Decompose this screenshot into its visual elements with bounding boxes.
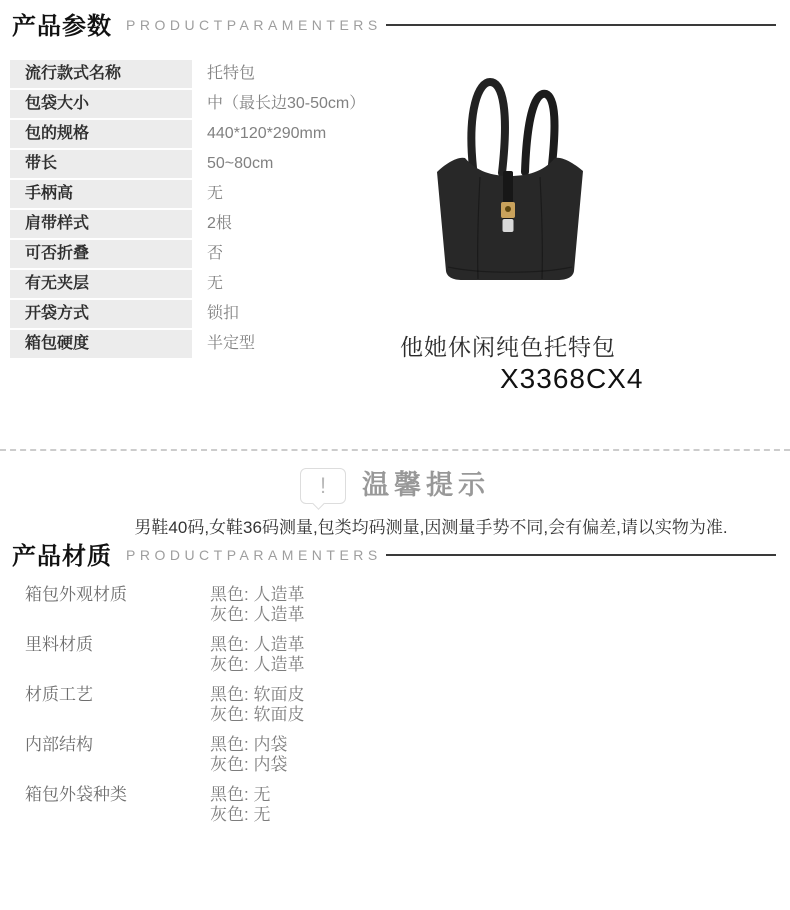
product-model: X3368CX4 bbox=[500, 363, 644, 394]
param-row bbox=[10, 180, 430, 210]
param-row bbox=[10, 300, 430, 330]
param-value: 50~80cm bbox=[207, 155, 274, 172]
param-label: 包袋大小 bbox=[10, 90, 192, 118]
material-values bbox=[210, 685, 304, 725]
param-label: 包的规格 bbox=[10, 120, 192, 148]
material-values bbox=[210, 735, 287, 775]
params-section-subtitle: PRODUCTPARAMENTERS bbox=[126, 16, 382, 33]
material-value-gray: 灰色: 人造革 bbox=[210, 655, 305, 674]
material-value-gray: 灰色: 软面皮 bbox=[210, 705, 305, 724]
param-row bbox=[10, 150, 430, 180]
exclamation-bubble-icon bbox=[300, 468, 346, 504]
param-value: 托特包 bbox=[207, 65, 256, 82]
material-value-black: 黑色: 软面皮 bbox=[210, 685, 305, 704]
param-label: 可否折叠 bbox=[10, 240, 192, 268]
material-value-black: 黑色: 人造革 bbox=[210, 635, 305, 654]
material-value-black: 黑色: 无 bbox=[210, 785, 271, 804]
params-section-header bbox=[12, 6, 776, 41]
material-row bbox=[25, 785, 445, 825]
material-value-black: 黑色: 内袋 bbox=[210, 735, 288, 754]
param-row bbox=[10, 120, 430, 150]
material-section-title: 产品材质 bbox=[12, 543, 112, 570]
material-values bbox=[210, 785, 270, 825]
tips-text: 男鞋40码,女鞋36码测量,包类均码测量,因测量手势不同,会有偏差,请以实物为准. bbox=[134, 518, 728, 537]
param-label: 箱包硬度 bbox=[10, 330, 192, 358]
param-value: 锁扣 bbox=[207, 305, 240, 322]
param-row bbox=[10, 60, 430, 90]
material-label: 里料材质 bbox=[25, 635, 93, 654]
param-label: 有无夹层 bbox=[10, 270, 192, 298]
param-row bbox=[10, 270, 430, 300]
product-name: 他她休闲纯色托特包 bbox=[400, 334, 616, 360]
material-section-subtitle: PRODUCTPARAMENTERS bbox=[126, 546, 382, 563]
param-value: 中（最长边30-50cm） bbox=[207, 95, 366, 112]
param-value: 无 bbox=[207, 275, 224, 292]
material-label: 内部结构 bbox=[25, 735, 93, 754]
param-row bbox=[10, 330, 430, 360]
param-label: 流行款式名称 bbox=[10, 60, 192, 88]
header-rule bbox=[386, 24, 776, 26]
material-values bbox=[210, 585, 304, 625]
param-value: 440*120*290mm bbox=[207, 125, 327, 142]
material-table bbox=[25, 585, 445, 835]
exclamation-glyph: ! bbox=[319, 473, 327, 498]
material-value-black: 黑色: 人造革 bbox=[210, 585, 305, 604]
material-section-header bbox=[12, 536, 776, 571]
material-values bbox=[210, 635, 304, 675]
material-label: 箱包外袋种类 bbox=[25, 785, 127, 804]
material-value-gray: 灰色: 无 bbox=[210, 805, 271, 824]
dashed-divider bbox=[0, 449, 790, 451]
param-value: 否 bbox=[207, 245, 224, 262]
param-table bbox=[10, 60, 430, 360]
material-label: 材质工艺 bbox=[25, 685, 93, 704]
params-section-title: 产品参数 bbox=[12, 13, 112, 40]
header-rule bbox=[386, 554, 776, 556]
param-label: 肩带样式 bbox=[10, 210, 192, 238]
material-row bbox=[25, 635, 445, 675]
material-row bbox=[25, 585, 445, 625]
param-value: 2根 bbox=[207, 215, 232, 232]
material-row bbox=[25, 735, 445, 775]
param-value: 半定型 bbox=[207, 335, 256, 352]
param-label: 开袋方式 bbox=[10, 300, 192, 328]
param-row bbox=[10, 210, 430, 240]
tips-title: 温馨提示 bbox=[362, 470, 490, 500]
param-row bbox=[10, 240, 430, 270]
tips-header bbox=[0, 463, 790, 504]
param-label: 手柄高 bbox=[10, 180, 192, 208]
material-value-gray: 灰色: 人造革 bbox=[210, 605, 305, 624]
material-row bbox=[25, 685, 445, 725]
param-label: 带长 bbox=[10, 150, 192, 178]
param-value: 无 bbox=[207, 185, 224, 202]
param-row bbox=[10, 90, 430, 120]
material-value-gray: 灰色: 内袋 bbox=[210, 755, 288, 774]
material-label: 箱包外观材质 bbox=[25, 585, 127, 604]
product-image-tote-bag bbox=[435, 75, 585, 283]
